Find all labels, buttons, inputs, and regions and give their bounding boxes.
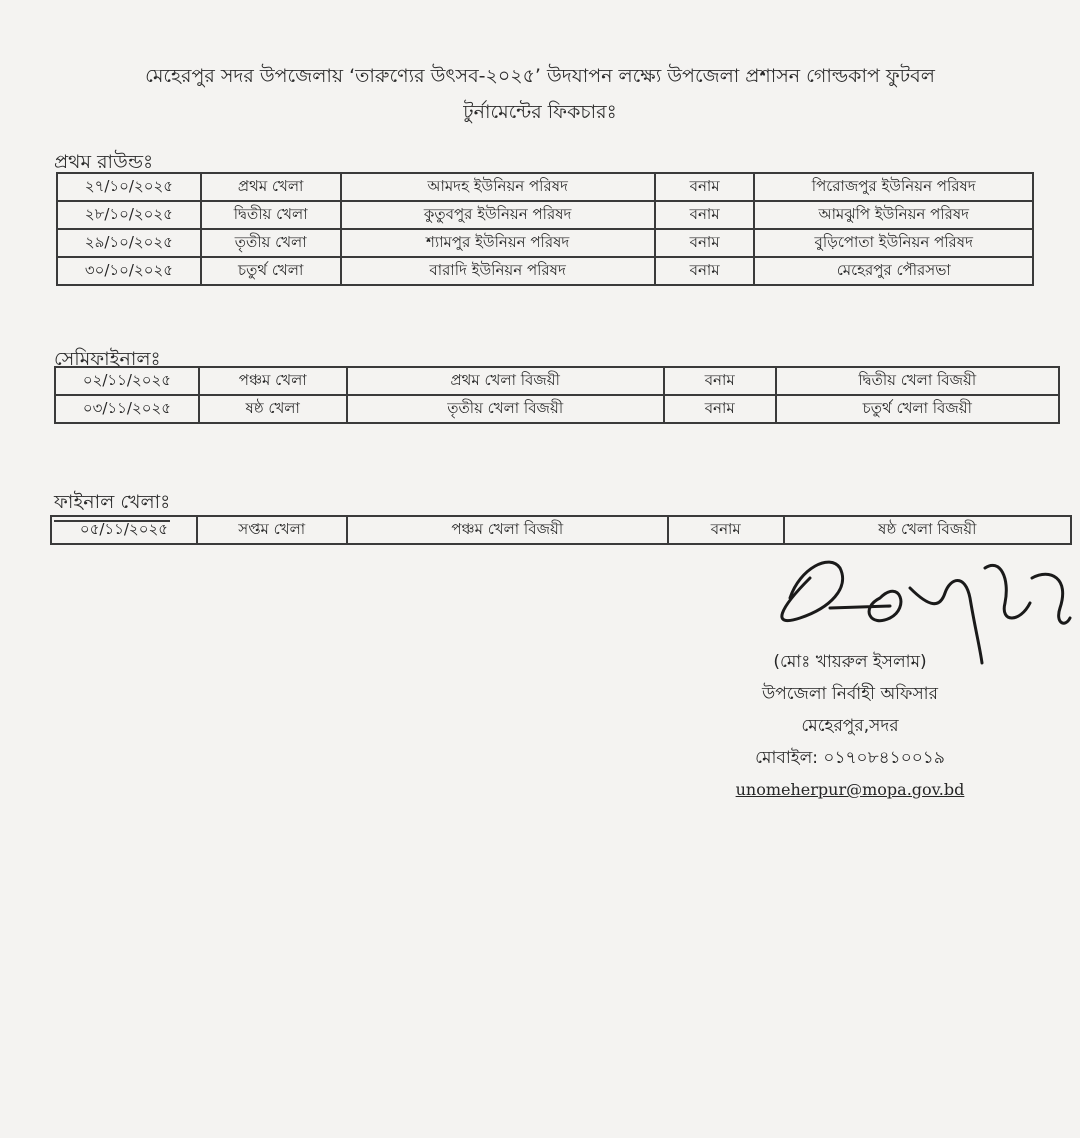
match-date: ০৫/১১/২০২৫ <box>51 516 197 544</box>
versus: বনাম <box>664 395 776 423</box>
document-title-line1: মেহেরপুর সদর উপজেলায় ‘তারুণ্যের উৎসব-২০২৫’ উদযাপন লক্ষ্যে উপজেলা প্রশাসন গোল্ডকাপ ফুটবল <box>145 65 935 87</box>
signatory-block <box>690 646 1010 806</box>
team-b: চতুর্থ খেলা বিজয়ী <box>776 395 1059 423</box>
team-a: কুতুবপুর ইউনিয়ন পরিষদ <box>341 201 655 229</box>
table-row <box>55 367 1059 395</box>
team-a: প্রথম খেলা বিজয়ী <box>347 367 664 395</box>
match-number: তৃতীয় খেলা <box>201 229 341 257</box>
match-date: ২৭/১০/২০২৫ <box>57 173 201 201</box>
table-row <box>57 201 1033 229</box>
match-date: ০২/১১/২০২৫ <box>55 367 199 395</box>
table-row <box>57 173 1033 201</box>
match-number: সপ্তম খেলা <box>197 516 347 544</box>
first-round-label: প্রথম রাউন্ডঃ <box>54 151 154 173</box>
team-a: আমদহ ইউনিয়ন পরিষদ <box>341 173 655 201</box>
signatory-mobile: মোবাইল: ০১৭০৮৪১০০১৯ <box>755 748 945 768</box>
match-date: ৩০/১০/২০২৫ <box>57 257 201 285</box>
team-b: ষষ্ঠ খেলা বিজয়ী <box>784 516 1071 544</box>
team-a: বারাদি ইউনিয়ন পরিষদ <box>341 257 655 285</box>
signatory-name: (মোঃ খায়রুল ইসলাম) <box>773 652 927 672</box>
team-b: আমঝুপি ইউনিয়ন পরিষদ <box>754 201 1033 229</box>
signatory-email: unomeherpur@mopa.gov.bd <box>735 780 965 799</box>
match-date: ০৩/১১/২০২৫ <box>55 395 199 423</box>
versus: বনাম <box>655 229 755 257</box>
table-row <box>51 516 1071 544</box>
table-row <box>55 395 1059 423</box>
semifinal-table <box>54 366 1060 424</box>
match-date: ২৯/১০/২০২৫ <box>57 229 201 257</box>
document-title-line2: টুর্নামেন্টের ফিকচারঃ <box>463 101 617 123</box>
final-table <box>50 515 1072 545</box>
team-a: শ্যামপুর ইউনিয়ন পরিষদ <box>341 229 655 257</box>
match-number: চতুর্থ খেলা <box>201 257 341 285</box>
match-number: পঞ্চম খেলা <box>199 367 347 395</box>
versus: বনাম <box>668 516 784 544</box>
table-row <box>57 257 1033 285</box>
signatory-office: মেহেরপুর,সদর <box>801 716 899 736</box>
match-date: ২৮/১০/২০২৫ <box>57 201 201 229</box>
versus: বনাম <box>655 257 755 285</box>
semifinal-label: সেমিফাইনালঃ <box>54 348 161 370</box>
team-b: বুড়িপোতা ইউনিয়ন পরিষদ <box>754 229 1033 257</box>
team-b: মেহেরপুর পৌরসভা <box>754 257 1033 285</box>
match-number: প্রথম খেলা <box>201 173 341 201</box>
versus: বনাম <box>655 201 755 229</box>
team-b: দ্বিতীয় খেলা বিজয়ী <box>776 367 1059 395</box>
table-row <box>57 229 1033 257</box>
signatory-designation: উপজেলা নির্বাহী অফিসার <box>762 684 938 704</box>
first-round-table <box>56 172 1034 286</box>
match-number: ষষ্ঠ খেলা <box>199 395 347 423</box>
match-number: দ্বিতীয় খেলা <box>201 201 341 229</box>
team-a: তৃতীয় খেলা বিজয়ী <box>347 395 664 423</box>
team-b: পিরোজপুর ইউনিয়ন পরিষদ <box>754 173 1033 201</box>
final-label: ফাইনাল খেলাঃ <box>54 488 170 522</box>
team-a: পঞ্চম খেলা বিজয়ী <box>347 516 668 544</box>
versus: বনাম <box>655 173 755 201</box>
versus: বনাম <box>664 367 776 395</box>
